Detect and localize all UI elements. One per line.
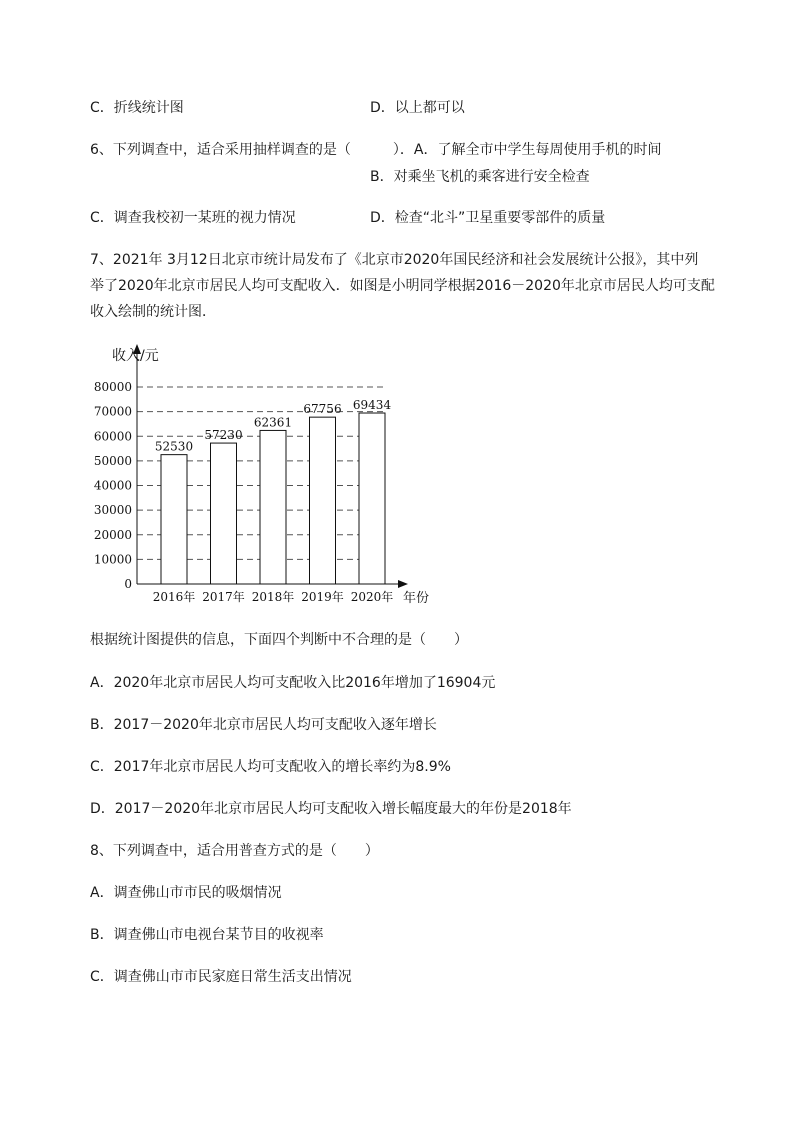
bar [211, 443, 237, 584]
data-label: 52530 [154, 439, 194, 454]
x-axis-arrow [398, 580, 408, 588]
y-tick-label: 30000 [93, 503, 132, 518]
data-label: 62361 [253, 415, 293, 430]
q6-option-b: B．对乘坐飞机的乘客进行安全检查 [370, 169, 590, 185]
y-tick-label: 50000 [93, 453, 132, 468]
q7-stem-line1: 7、2021年 3月12日北京市统计局发布了《北京市2020年国民经济和社会发展统计公报》，其中列 [90, 252, 699, 268]
q7-option-d: D．2017－2020年北京市居民人均可支配收入增长幅度最大的年份是2018年 [90, 801, 572, 817]
y-axis-label: 收入/元 [112, 348, 159, 364]
y-tick-label: 70000 [93, 404, 132, 419]
q8-option-b: B．调查佛山市电视台某节目的收视率 [90, 927, 324, 943]
x-tick-label: 2018年 [251, 590, 295, 604]
q7-question: 根据统计图提供的信息，下面四个判断中不合理的是（ ） [90, 632, 468, 648]
x-tick-label: 2019年 [301, 590, 344, 604]
q7-option-b: B．2017－2020年北京市居民人均可支配收入逐年增长 [90, 717, 437, 733]
q7-stem-line2: 举了2020年北京市居民人均可支配收入．如图是小明同学根据2016－2020年北京市居民人均可支配 [90, 278, 715, 294]
x-tick-label: 2020年 [350, 590, 394, 604]
x-axis-label: 年份 [403, 591, 430, 606]
bars [161, 413, 385, 584]
x-tick-label: 2016年 [152, 590, 196, 604]
q7-option-a: A．2020年北京市居民人均可支配收入比2016年增加了16904元 [90, 675, 496, 691]
income-bar-chart [90, 338, 450, 610]
y-tick-label: 40000 [93, 478, 132, 493]
bar [359, 413, 385, 584]
bar [161, 455, 187, 584]
bar [310, 417, 336, 584]
q7-stem-line3: 收入绘制的统计图． [90, 304, 216, 320]
bar [260, 430, 286, 584]
q5-option-c: C．折线统计图 [90, 100, 184, 116]
y-tick-label: 80000 [93, 380, 132, 394]
q6-option-d: D．检查“北斗”卫星重要零部件的质量 [370, 210, 606, 226]
x-tick-labels [153, 589, 394, 604]
q8-option-c: C．调查佛山市市民家庭日常生活支出情况 [90, 969, 352, 985]
y-tick-label: 10000 [93, 552, 132, 567]
q6-option-c: C．调查我校初一某班的视力情况 [90, 210, 296, 226]
x-tick-label: 2017年 [202, 590, 245, 604]
q7-option-c: C．2017年北京市居民人均可支配收入的增长率约为8.9% [90, 759, 451, 775]
data-label: 69434 [352, 398, 392, 413]
q8-option-a: A．调查佛山市市民的吸烟情况 [90, 885, 282, 901]
q5-option-d: D．以上都可以 [370, 100, 465, 116]
data-label: 57230 [204, 428, 243, 443]
q6-stem: 6、下列调查中，适合采用抽样调查的是（ ）．A．了解全市中学生每周使用手机的时间 [90, 142, 662, 158]
y-tick-labels [94, 380, 132, 591]
y-tick-label: 20000 [93, 527, 132, 542]
y-tick-label: 0 [124, 577, 132, 591]
q8-stem: 8、下列调查中，适合用普查方式的是（ ） [90, 843, 379, 859]
y-tick-label: 60000 [93, 429, 132, 444]
data-label: 67756 [303, 402, 342, 417]
